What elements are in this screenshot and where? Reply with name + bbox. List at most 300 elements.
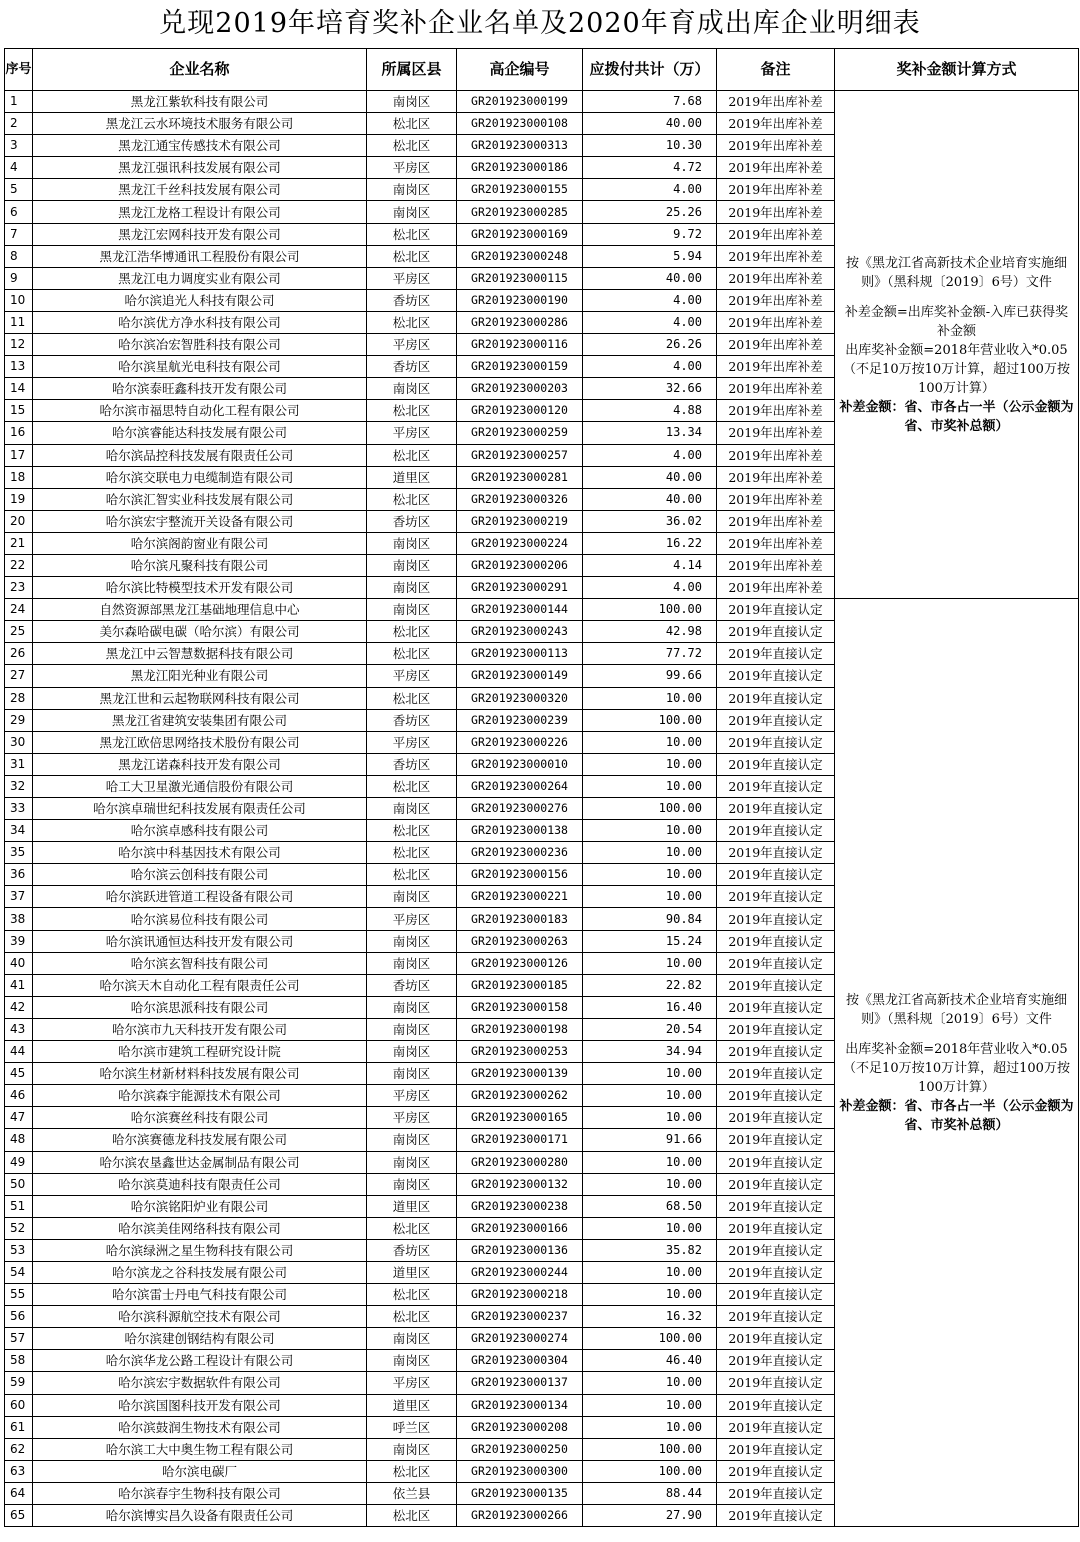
row-district: 平房区 bbox=[367, 665, 457, 687]
row-index: 33 bbox=[5, 798, 33, 820]
row-district: 香坊区 bbox=[367, 289, 457, 311]
row-district: 平房区 bbox=[367, 1107, 457, 1129]
row-index: 46 bbox=[5, 1085, 33, 1107]
header-code: 高企编号 bbox=[457, 49, 583, 91]
row-company-name: 哈尔滨雷士丹电气科技有限公司 bbox=[33, 1284, 367, 1306]
row-code: GR201923000116 bbox=[457, 334, 583, 356]
row-amount: 88.44 bbox=[583, 1482, 717, 1504]
row-company-name: 哈尔滨赛德龙科技发展有限公司 bbox=[33, 1129, 367, 1151]
row-note: 2019年出库补差 bbox=[717, 554, 835, 576]
row-company-name: 黑龙江龙格工程设计有限公司 bbox=[33, 201, 367, 223]
row-amount: 36.02 bbox=[583, 510, 717, 532]
row-code: GR201923000243 bbox=[457, 621, 583, 643]
row-note: 2019年出库补差 bbox=[717, 157, 835, 179]
row-company-name: 哈尔滨易位科技有限公司 bbox=[33, 908, 367, 930]
row-note: 2019年直接认定 bbox=[717, 643, 835, 665]
row-index: 7 bbox=[5, 223, 33, 245]
row-code: GR201923000136 bbox=[457, 1239, 583, 1261]
row-company-name: 哈尔滨生材新材料科技发展有限公司 bbox=[33, 1063, 367, 1085]
row-index: 37 bbox=[5, 886, 33, 908]
row-code: GR201923000010 bbox=[457, 753, 583, 775]
row-company-name: 哈尔滨冶宏智胜科技有限公司 bbox=[33, 334, 367, 356]
row-note: 2019年出库补差 bbox=[717, 289, 835, 311]
row-note: 2019年直接认定 bbox=[717, 1438, 835, 1460]
row-index: 48 bbox=[5, 1129, 33, 1151]
row-district: 平房区 bbox=[367, 334, 457, 356]
row-note: 2019年直接认定 bbox=[717, 842, 835, 864]
row-amount: 100.00 bbox=[583, 1460, 717, 1482]
row-code: GR201923000165 bbox=[457, 1107, 583, 1129]
row-index: 35 bbox=[5, 842, 33, 864]
row-company-name: 哈尔滨国图科技开发有限公司 bbox=[33, 1394, 367, 1416]
row-district: 道里区 bbox=[367, 466, 457, 488]
page-title: 兑现2019年培育奖补企业名单及2020年育成出库企业明细表 bbox=[159, 8, 921, 39]
row-company-name: 哈尔滨春宇生物科技有限公司 bbox=[33, 1482, 367, 1504]
row-amount: 46.40 bbox=[583, 1350, 717, 1372]
row-note: 2019年直接认定 bbox=[717, 1460, 835, 1482]
row-code: GR201923000266 bbox=[457, 1505, 583, 1527]
row-code: GR201923000237 bbox=[457, 1306, 583, 1328]
row-company-name: 哈尔滨泰旺鑫科技开发有限公司 bbox=[33, 378, 367, 400]
row-note: 2019年出库补差 bbox=[717, 532, 835, 554]
row-amount: 35.82 bbox=[583, 1239, 717, 1261]
row-code: GR201923000280 bbox=[457, 1151, 583, 1173]
row-amount: 34.94 bbox=[583, 1041, 717, 1063]
row-note: 2019年出库补差 bbox=[717, 267, 835, 289]
row-note: 2019年出库补差 bbox=[717, 135, 835, 157]
row-note: 2019年直接认定 bbox=[717, 1261, 835, 1283]
row-company-name: 哈尔滨建创钢结构有限公司 bbox=[33, 1328, 367, 1350]
row-note: 2019年直接认定 bbox=[717, 731, 835, 753]
row-note: 2019年直接认定 bbox=[717, 952, 835, 974]
row-district: 南岗区 bbox=[367, 1018, 457, 1040]
row-company-name: 哈尔滨思派科技有限公司 bbox=[33, 996, 367, 1018]
row-code: GR201923000285 bbox=[457, 201, 583, 223]
row-index: 13 bbox=[5, 356, 33, 378]
row-code: GR201923000169 bbox=[457, 223, 583, 245]
row-code: GR201923000238 bbox=[457, 1195, 583, 1217]
row-company-name: 哈尔滨农垦鑫世达金属制品有限公司 bbox=[33, 1151, 367, 1173]
row-amount: 16.22 bbox=[583, 532, 717, 554]
row-district: 南岗区 bbox=[367, 1328, 457, 1350]
row-note: 2019年出库补差 bbox=[717, 311, 835, 333]
row-amount: 10.00 bbox=[583, 1173, 717, 1195]
row-index: 28 bbox=[5, 687, 33, 709]
row-district: 平房区 bbox=[367, 1372, 457, 1394]
row-company-name: 哈尔滨天木自动化工程有限责任公司 bbox=[33, 974, 367, 996]
row-company-name: 哈尔滨市福思特自动化工程有限公司 bbox=[33, 400, 367, 422]
row-code: GR201923000198 bbox=[457, 1018, 583, 1040]
row-note: 2019年直接认定 bbox=[717, 1328, 835, 1350]
row-district: 松北区 bbox=[367, 842, 457, 864]
row-index: 8 bbox=[5, 245, 33, 267]
row-index: 18 bbox=[5, 466, 33, 488]
row-code: GR201923000224 bbox=[457, 532, 583, 554]
row-note: 2019年直接认定 bbox=[717, 1107, 835, 1129]
row-index: 50 bbox=[5, 1173, 33, 1195]
row-index: 59 bbox=[5, 1372, 33, 1394]
row-company-name: 黑龙江通宝传感技术有限公司 bbox=[33, 135, 367, 157]
table-header-row bbox=[5, 49, 1079, 91]
row-amount: 100.00 bbox=[583, 798, 717, 820]
row-district: 香坊区 bbox=[367, 974, 457, 996]
row-code: GR201923000132 bbox=[457, 1173, 583, 1195]
row-note: 2019年直接认定 bbox=[717, 1416, 835, 1438]
row-code: GR201923000244 bbox=[457, 1261, 583, 1283]
row-code: GR201923000248 bbox=[457, 245, 583, 267]
row-index: 23 bbox=[5, 577, 33, 599]
row-code: GR201923000156 bbox=[457, 864, 583, 886]
header-method: 奖补金额计算方式 bbox=[835, 49, 1079, 91]
row-district: 平房区 bbox=[367, 1085, 457, 1107]
row-district: 南岗区 bbox=[367, 599, 457, 621]
row-amount: 99.66 bbox=[583, 665, 717, 687]
row-company-name: 哈尔滨华龙公路工程设计有限公司 bbox=[33, 1350, 367, 1372]
row-company-name: 哈尔滨星航光电科技有限公司 bbox=[33, 356, 367, 378]
row-company-name: 哈尔滨汇智实业科技发展有限公司 bbox=[33, 488, 367, 510]
row-district: 南岗区 bbox=[367, 577, 457, 599]
row-code: GR201923000276 bbox=[457, 798, 583, 820]
row-code: GR201923000108 bbox=[457, 113, 583, 135]
row-district: 松北区 bbox=[367, 820, 457, 842]
row-code: GR201923000120 bbox=[457, 400, 583, 422]
row-index: 42 bbox=[5, 996, 33, 1018]
row-index: 27 bbox=[5, 665, 33, 687]
row-note: 2019年出库补差 bbox=[717, 245, 835, 267]
row-amount: 90.84 bbox=[583, 908, 717, 930]
row-index: 58 bbox=[5, 1350, 33, 1372]
method-text-line: 出库奖补金额=2018年营业收入*0.05（不足10万按10万计算，超过100万按100万计算） bbox=[843, 1041, 1070, 1095]
row-code: GR201923000264 bbox=[457, 775, 583, 797]
row-amount: 15.24 bbox=[583, 930, 717, 952]
row-district: 南岗区 bbox=[367, 930, 457, 952]
row-note: 2019年直接认定 bbox=[717, 864, 835, 886]
row-amount: 10.00 bbox=[583, 952, 717, 974]
row-code: GR201923000274 bbox=[457, 1328, 583, 1350]
row-amount: 26.26 bbox=[583, 334, 717, 356]
table-body bbox=[5, 91, 1079, 1527]
row-company-name: 哈尔滨市建筑工程研究设计院 bbox=[33, 1041, 367, 1063]
row-note: 2019年直接认定 bbox=[717, 1173, 835, 1195]
row-index: 9 bbox=[5, 267, 33, 289]
row-index: 22 bbox=[5, 554, 33, 576]
row-note: 2019年出库补差 bbox=[717, 356, 835, 378]
row-code: GR201923000199 bbox=[457, 91, 583, 113]
row-company-name: 黑龙江浩华博通讯工程股份有限公司 bbox=[33, 245, 367, 267]
row-index: 5 bbox=[5, 179, 33, 201]
row-district: 道里区 bbox=[367, 1394, 457, 1416]
row-note: 2019年直接认定 bbox=[717, 886, 835, 908]
row-district: 松北区 bbox=[367, 488, 457, 510]
row-company-name: 哈尔滨宏宇整流开关设备有限公司 bbox=[33, 510, 367, 532]
row-code: GR201923000149 bbox=[457, 665, 583, 687]
row-code: GR201923000155 bbox=[457, 179, 583, 201]
row-district: 平房区 bbox=[367, 267, 457, 289]
row-code: GR201923000126 bbox=[457, 952, 583, 974]
row-amount: 4.88 bbox=[583, 400, 717, 422]
row-index: 11 bbox=[5, 311, 33, 333]
row-company-name: 哈尔滨交联电力电缆制造有限公司 bbox=[33, 466, 367, 488]
row-code: GR201923000239 bbox=[457, 709, 583, 731]
row-district: 南岗区 bbox=[367, 179, 457, 201]
row-index: 20 bbox=[5, 510, 33, 532]
row-company-name: 哈尔滨科源航空技术有限公司 bbox=[33, 1306, 367, 1328]
method-cell-group-1 bbox=[835, 91, 1079, 599]
method-spacer bbox=[839, 292, 1074, 303]
row-note: 2019年出库补差 bbox=[717, 334, 835, 356]
row-note: 2019年直接认定 bbox=[717, 1239, 835, 1261]
row-district: 南岗区 bbox=[367, 1129, 457, 1151]
row-note: 2019年出库补差 bbox=[717, 466, 835, 488]
row-district: 松北区 bbox=[367, 245, 457, 267]
row-index: 36 bbox=[5, 864, 33, 886]
row-note: 2019年出库补差 bbox=[717, 113, 835, 135]
row-company-name: 黑龙江紫软科技有限公司 bbox=[33, 91, 367, 113]
row-district: 香坊区 bbox=[367, 510, 457, 532]
row-amount: 40.00 bbox=[583, 113, 717, 135]
row-amount: 100.00 bbox=[583, 709, 717, 731]
row-amount: 77.72 bbox=[583, 643, 717, 665]
row-code: GR201923000257 bbox=[457, 444, 583, 466]
row-district: 南岗区 bbox=[367, 996, 457, 1018]
row-code: GR201923000115 bbox=[457, 267, 583, 289]
row-amount: 68.50 bbox=[583, 1195, 717, 1217]
row-note: 2019年直接认定 bbox=[717, 709, 835, 731]
row-amount: 4.14 bbox=[583, 554, 717, 576]
row-amount: 22.82 bbox=[583, 974, 717, 996]
row-company-name: 黑龙江千丝科技发展有限公司 bbox=[33, 179, 367, 201]
row-amount: 40.00 bbox=[583, 466, 717, 488]
table-row bbox=[5, 599, 1079, 621]
row-amount: 10.00 bbox=[583, 886, 717, 908]
row-code: GR201923000300 bbox=[457, 1460, 583, 1482]
row-amount: 10.00 bbox=[583, 1063, 717, 1085]
row-index: 14 bbox=[5, 378, 33, 400]
row-code: GR201923000219 bbox=[457, 510, 583, 532]
row-amount: 100.00 bbox=[583, 1328, 717, 1350]
row-company-name: 黑龙江世和云起物联网科技有限公司 bbox=[33, 687, 367, 709]
row-note: 2019年出库补差 bbox=[717, 510, 835, 532]
row-note: 2019年直接认定 bbox=[717, 1284, 835, 1306]
row-company-name: 黑龙江中云智慧数据科技有限公司 bbox=[33, 643, 367, 665]
row-company-name: 黑龙江阳光种业有限公司 bbox=[33, 665, 367, 687]
row-note: 2019年直接认定 bbox=[717, 1195, 835, 1217]
row-code: GR201923000291 bbox=[457, 577, 583, 599]
row-index: 21 bbox=[5, 532, 33, 554]
row-index: 53 bbox=[5, 1239, 33, 1261]
row-index: 2 bbox=[5, 113, 33, 135]
row-amount: 10.00 bbox=[583, 1416, 717, 1438]
row-index: 12 bbox=[5, 334, 33, 356]
row-amount: 10.00 bbox=[583, 1284, 717, 1306]
row-index: 17 bbox=[5, 444, 33, 466]
row-district: 香坊区 bbox=[367, 356, 457, 378]
row-note: 2019年出库补差 bbox=[717, 179, 835, 201]
row-code: GR201923000144 bbox=[457, 599, 583, 621]
row-amount: 10.00 bbox=[583, 1261, 717, 1283]
row-index: 41 bbox=[5, 974, 33, 996]
row-note: 2019年直接认定 bbox=[717, 1394, 835, 1416]
row-note: 2019年直接认定 bbox=[717, 621, 835, 643]
row-district: 南岗区 bbox=[367, 952, 457, 974]
row-district: 道里区 bbox=[367, 1261, 457, 1283]
row-amount: 10.00 bbox=[583, 731, 717, 753]
header-index: 序号 bbox=[5, 49, 33, 91]
row-company-name: 哈尔滨云创科技有限公司 bbox=[33, 864, 367, 886]
method-text-line: 补差金额：省、市各占一半（公示金额为省、市奖补总额） bbox=[839, 1098, 1074, 1133]
row-index: 63 bbox=[5, 1460, 33, 1482]
row-index: 29 bbox=[5, 709, 33, 731]
row-amount: 10.00 bbox=[583, 864, 717, 886]
row-code: GR201923000226 bbox=[457, 731, 583, 753]
row-index: 15 bbox=[5, 400, 33, 422]
row-index: 65 bbox=[5, 1505, 33, 1527]
row-code: GR201923000138 bbox=[457, 820, 583, 842]
row-index: 34 bbox=[5, 820, 33, 842]
header-note: 备注 bbox=[717, 49, 835, 91]
row-company-name: 黑龙江诺森科技开发有限公司 bbox=[33, 753, 367, 775]
table-row bbox=[5, 91, 1079, 113]
row-index: 19 bbox=[5, 488, 33, 510]
row-note: 2019年出库补差 bbox=[717, 444, 835, 466]
row-note: 2019年出库补差 bbox=[717, 400, 835, 422]
row-district: 香坊区 bbox=[367, 753, 457, 775]
row-district: 南岗区 bbox=[367, 1350, 457, 1372]
row-index: 45 bbox=[5, 1063, 33, 1085]
row-code: GR201923000326 bbox=[457, 488, 583, 510]
row-note: 2019年直接认定 bbox=[717, 1505, 835, 1527]
row-amount: 9.72 bbox=[583, 223, 717, 245]
row-index: 39 bbox=[5, 930, 33, 952]
row-index: 51 bbox=[5, 1195, 33, 1217]
row-company-name: 美尔森哈碳电碳（哈尔滨）有限公司 bbox=[33, 621, 367, 643]
row-district: 松北区 bbox=[367, 775, 457, 797]
row-code: GR201923000186 bbox=[457, 157, 583, 179]
row-amount: 4.00 bbox=[583, 356, 717, 378]
row-amount: 20.54 bbox=[583, 1018, 717, 1040]
row-code: GR201923000286 bbox=[457, 311, 583, 333]
row-note: 2019年出库补差 bbox=[717, 577, 835, 599]
row-code: GR201923000183 bbox=[457, 908, 583, 930]
row-index: 57 bbox=[5, 1328, 33, 1350]
row-district: 松北区 bbox=[367, 1505, 457, 1527]
row-company-name: 哈尔滨赛丝科技有限公司 bbox=[33, 1107, 367, 1129]
row-amount: 10.30 bbox=[583, 135, 717, 157]
row-index: 16 bbox=[5, 422, 33, 444]
row-code: GR201923000262 bbox=[457, 1085, 583, 1107]
method-cell-group-2 bbox=[835, 599, 1079, 1527]
row-code: GR201923000218 bbox=[457, 1284, 583, 1306]
row-note: 2019年直接认定 bbox=[717, 798, 835, 820]
row-index: 40 bbox=[5, 952, 33, 974]
row-code: GR201923000159 bbox=[457, 356, 583, 378]
header-name: 企业名称 bbox=[33, 49, 367, 91]
row-code: GR201923000139 bbox=[457, 1063, 583, 1085]
row-note: 2019年直接认定 bbox=[717, 1018, 835, 1040]
row-index: 62 bbox=[5, 1438, 33, 1460]
row-index: 44 bbox=[5, 1041, 33, 1063]
row-amount: 42.98 bbox=[583, 621, 717, 643]
row-code: GR201923000206 bbox=[457, 554, 583, 576]
row-district: 平房区 bbox=[367, 157, 457, 179]
row-note: 2019年出库补差 bbox=[717, 488, 835, 510]
row-amount: 10.00 bbox=[583, 842, 717, 864]
row-index: 1 bbox=[5, 91, 33, 113]
row-district: 南岗区 bbox=[367, 378, 457, 400]
row-note: 2019年出库补差 bbox=[717, 201, 835, 223]
row-amount: 100.00 bbox=[583, 1438, 717, 1460]
row-company-name: 黑龙江宏网科技开发有限公司 bbox=[33, 223, 367, 245]
row-amount: 25.26 bbox=[583, 201, 717, 223]
row-index: 64 bbox=[5, 1482, 33, 1504]
row-company-name: 黑龙江强讯科技发展有限公司 bbox=[33, 157, 367, 179]
row-amount: 10.00 bbox=[583, 1151, 717, 1173]
row-district: 南岗区 bbox=[367, 886, 457, 908]
row-code: GR201923000135 bbox=[457, 1482, 583, 1504]
row-company-name: 哈尔滨森宇能源技术有限公司 bbox=[33, 1085, 367, 1107]
row-district: 松北区 bbox=[367, 1460, 457, 1482]
row-note: 2019年直接认定 bbox=[717, 1129, 835, 1151]
row-amount: 100.00 bbox=[583, 599, 717, 621]
row-note: 2019年直接认定 bbox=[717, 665, 835, 687]
row-note: 2019年直接认定 bbox=[717, 599, 835, 621]
row-district: 香坊区 bbox=[367, 709, 457, 731]
row-code: GR201923000221 bbox=[457, 886, 583, 908]
row-note: 2019年直接认定 bbox=[717, 1041, 835, 1063]
row-company-name: 哈尔滨鼓润生物技术有限公司 bbox=[33, 1416, 367, 1438]
row-index: 38 bbox=[5, 908, 33, 930]
row-code: GR201923000113 bbox=[457, 643, 583, 665]
row-company-name: 哈尔滨追光人科技有限公司 bbox=[33, 289, 367, 311]
row-district: 松北区 bbox=[367, 864, 457, 886]
row-company-name: 哈尔滨玄智科技有限公司 bbox=[33, 952, 367, 974]
row-amount: 10.00 bbox=[583, 1372, 717, 1394]
row-note: 2019年直接认定 bbox=[717, 908, 835, 930]
method-text-line: 按《黑龙江省高新技术企业培育实施细则》（黑科规〔2019〕6号）文件 bbox=[845, 255, 1067, 290]
row-district: 南岗区 bbox=[367, 1063, 457, 1085]
row-index: 60 bbox=[5, 1394, 33, 1416]
row-amount: 32.66 bbox=[583, 378, 717, 400]
row-amount: 40.00 bbox=[583, 267, 717, 289]
row-note: 2019年直接认定 bbox=[717, 1350, 835, 1372]
row-amount: 10.00 bbox=[583, 687, 717, 709]
row-index: 24 bbox=[5, 599, 33, 621]
row-company-name: 哈尔滨睿能达科技发展有限公司 bbox=[33, 422, 367, 444]
row-amount: 4.72 bbox=[583, 157, 717, 179]
row-company-name: 哈尔滨美佳网络科技有限公司 bbox=[33, 1217, 367, 1239]
row-company-name: 哈尔滨凡聚科技有限公司 bbox=[33, 554, 367, 576]
row-index: 10 bbox=[5, 289, 33, 311]
row-company-name: 哈尔滨优方净水科技有限公司 bbox=[33, 311, 367, 333]
row-index: 32 bbox=[5, 775, 33, 797]
row-index: 52 bbox=[5, 1217, 33, 1239]
row-code: GR201923000134 bbox=[457, 1394, 583, 1416]
row-company-name: 哈尔滨中科基因技术有限公司 bbox=[33, 842, 367, 864]
row-code: GR201923000190 bbox=[457, 289, 583, 311]
row-district: 道里区 bbox=[367, 1195, 457, 1217]
row-amount: 5.94 bbox=[583, 245, 717, 267]
row-index: 6 bbox=[5, 201, 33, 223]
row-company-name: 黑龙江电力调度实业有限公司 bbox=[33, 267, 367, 289]
row-amount: 10.00 bbox=[583, 1085, 717, 1107]
row-note: 2019年直接认定 bbox=[717, 820, 835, 842]
row-amount: 4.00 bbox=[583, 311, 717, 333]
row-code: GR201923000259 bbox=[457, 422, 583, 444]
row-company-name: 哈尔滨讯通恒达科技开发有限公司 bbox=[33, 930, 367, 952]
row-company-name: 哈尔滨跃进管道工程设备有限公司 bbox=[33, 886, 367, 908]
row-index: 47 bbox=[5, 1107, 33, 1129]
header-amount: 应拨付共计（万） bbox=[583, 49, 717, 91]
